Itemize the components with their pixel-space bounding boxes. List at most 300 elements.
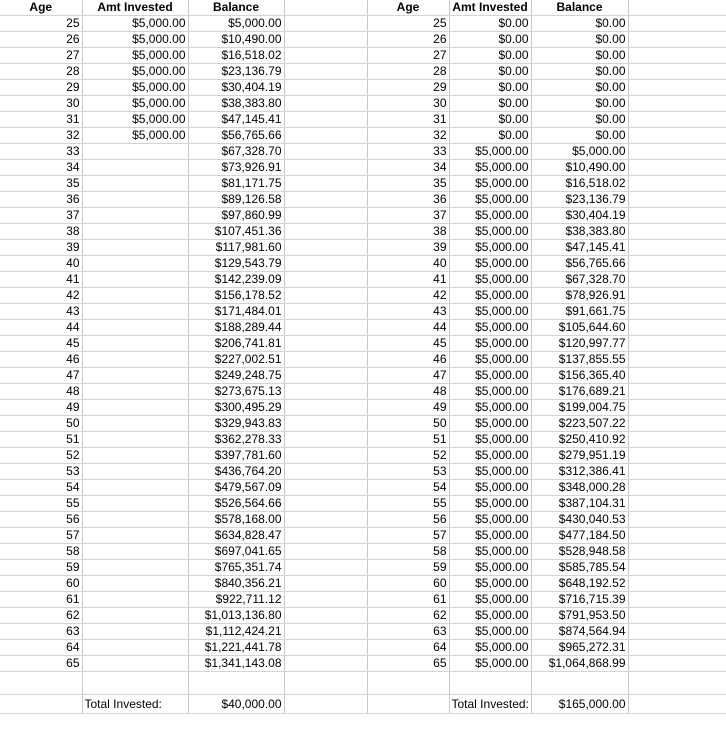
amt-invested-cell[interactable]: $5,000.00 xyxy=(449,544,531,560)
age-cell[interactable]: 34 xyxy=(367,160,449,176)
balance-cell[interactable]: $107,451.36 xyxy=(188,224,284,240)
balance-cell[interactable]: $362,278.33 xyxy=(188,432,284,448)
empty-cell[interactable] xyxy=(628,240,726,256)
amt-invested-cell[interactable]: $5,000.00 xyxy=(449,368,531,384)
amt-invested-cell[interactable]: $5,000.00 xyxy=(449,352,531,368)
age-cell[interactable]: 38 xyxy=(0,224,82,240)
balance-cell[interactable]: $47,145.41 xyxy=(188,112,284,128)
age-cell[interactable]: 44 xyxy=(0,320,82,336)
empty-cell[interactable] xyxy=(284,672,367,695)
amt-invested-header-cell[interactable]: Amt Invested xyxy=(82,0,188,16)
age-cell[interactable]: 53 xyxy=(367,464,449,480)
age-cell[interactable]: 33 xyxy=(0,144,82,160)
balance-cell[interactable]: $199,004.75 xyxy=(531,400,628,416)
balance-cell[interactable]: $634,828.47 xyxy=(188,528,284,544)
balance-cell[interactable]: $56,765.66 xyxy=(531,256,628,272)
age-cell[interactable]: 25 xyxy=(367,16,449,32)
amt-invested-cell[interactable]: $5,000.00 xyxy=(449,512,531,528)
empty-cell[interactable] xyxy=(628,304,726,320)
amt-invested-cell[interactable] xyxy=(82,544,188,560)
amt-invested-cell[interactable]: $5,000.00 xyxy=(449,176,531,192)
balance-cell[interactable]: $5,000.00 xyxy=(531,144,628,160)
age-cell[interactable]: 31 xyxy=(367,112,449,128)
empty-cell[interactable] xyxy=(284,544,367,560)
age-cell[interactable]: 55 xyxy=(0,496,82,512)
balance-cell[interactable]: $648,192.52 xyxy=(531,576,628,592)
balance-cell[interactable]: $23,136.79 xyxy=(188,64,284,80)
age-cell[interactable]: 26 xyxy=(0,32,82,48)
empty-cell[interactable] xyxy=(284,0,367,16)
age-cell[interactable]: 45 xyxy=(0,336,82,352)
empty-cell[interactable] xyxy=(628,80,726,96)
empty-cell[interactable] xyxy=(284,160,367,176)
age-cell[interactable]: 59 xyxy=(0,560,82,576)
total-invested-label[interactable]: Total Invested: xyxy=(449,695,531,714)
age-cell[interactable]: 63 xyxy=(367,624,449,640)
empty-cell[interactable] xyxy=(284,512,367,528)
amt-invested-cell[interactable] xyxy=(82,416,188,432)
empty-cell[interactable] xyxy=(284,560,367,576)
balance-cell[interactable]: $78,926.91 xyxy=(531,288,628,304)
age-cell[interactable]: 35 xyxy=(367,176,449,192)
balance-header-cell[interactable]: Balance xyxy=(531,0,628,16)
empty-cell[interactable] xyxy=(628,160,726,176)
empty-cell[interactable] xyxy=(284,224,367,240)
balance-cell[interactable]: $1,064,868.99 xyxy=(531,656,628,672)
empty-cell[interactable] xyxy=(284,400,367,416)
age-cell[interactable]: 36 xyxy=(367,192,449,208)
empty-cell[interactable] xyxy=(628,320,726,336)
age-cell[interactable]: 46 xyxy=(0,352,82,368)
empty-cell[interactable] xyxy=(628,288,726,304)
balance-cell[interactable]: $47,145.41 xyxy=(531,240,628,256)
amt-invested-cell[interactable] xyxy=(82,240,188,256)
empty-cell[interactable] xyxy=(628,464,726,480)
age-cell[interactable]: 63 xyxy=(0,624,82,640)
balance-cell[interactable]: $5,000.00 xyxy=(188,16,284,32)
amt-invested-cell[interactable] xyxy=(82,208,188,224)
empty-cell[interactable] xyxy=(284,432,367,448)
age-cell[interactable]: 35 xyxy=(0,176,82,192)
amt-invested-cell[interactable]: $5,000.00 xyxy=(449,448,531,464)
amt-invested-cell[interactable]: $5,000.00 xyxy=(449,256,531,272)
balance-cell[interactable]: $0.00 xyxy=(531,16,628,32)
amt-invested-cell[interactable]: $0.00 xyxy=(449,64,531,80)
empty-cell[interactable] xyxy=(0,672,82,695)
empty-cell[interactable] xyxy=(284,48,367,64)
amt-invested-cell[interactable]: $5,000.00 xyxy=(449,464,531,480)
empty-cell[interactable] xyxy=(284,608,367,624)
age-cell[interactable]: 58 xyxy=(367,544,449,560)
balance-cell[interactable]: $0.00 xyxy=(531,48,628,64)
balance-cell[interactable]: $329,943.83 xyxy=(188,416,284,432)
empty-cell[interactable] xyxy=(284,496,367,512)
age-cell[interactable]: 62 xyxy=(367,608,449,624)
balance-cell[interactable]: $73,926.91 xyxy=(188,160,284,176)
balance-cell[interactable]: $791,953.50 xyxy=(531,608,628,624)
amt-invested-cell[interactable]: $5,000.00 xyxy=(82,112,188,128)
empty-cell[interactable] xyxy=(628,368,726,384)
amt-invested-cell[interactable] xyxy=(82,480,188,496)
empty-cell[interactable] xyxy=(628,528,726,544)
amt-invested-cell[interactable]: $5,000.00 xyxy=(449,384,531,400)
amt-invested-cell[interactable]: $0.00 xyxy=(449,128,531,144)
empty-cell[interactable] xyxy=(284,112,367,128)
empty-cell[interactable] xyxy=(628,544,726,560)
balance-cell[interactable]: $765,351.74 xyxy=(188,560,284,576)
amt-invested-cell[interactable] xyxy=(82,448,188,464)
balance-cell[interactable]: $16,518.02 xyxy=(188,48,284,64)
empty-cell[interactable] xyxy=(628,128,726,144)
empty-cell[interactable] xyxy=(284,384,367,400)
empty-cell[interactable] xyxy=(628,272,726,288)
amt-invested-cell[interactable]: $5,000.00 xyxy=(449,432,531,448)
age-cell[interactable]: 64 xyxy=(0,640,82,656)
age-cell[interactable]: 46 xyxy=(367,352,449,368)
age-cell[interactable]: 48 xyxy=(367,384,449,400)
empty-cell[interactable] xyxy=(0,695,82,714)
amt-invested-cell[interactable]: $5,000.00 xyxy=(449,624,531,640)
age-cell[interactable]: 44 xyxy=(367,320,449,336)
amt-invested-cell[interactable]: $5,000.00 xyxy=(449,160,531,176)
empty-cell[interactable] xyxy=(284,128,367,144)
empty-cell[interactable] xyxy=(284,640,367,656)
empty-cell[interactable] xyxy=(284,336,367,352)
balance-cell[interactable]: $0.00 xyxy=(531,80,628,96)
amt-invested-cell[interactable]: $5,000.00 xyxy=(449,480,531,496)
empty-cell[interactable] xyxy=(628,576,726,592)
balance-cell[interactable]: $585,785.54 xyxy=(531,560,628,576)
age-cell[interactable]: 28 xyxy=(0,64,82,80)
age-cell[interactable]: 30 xyxy=(367,96,449,112)
balance-cell[interactable]: $38,383.80 xyxy=(531,224,628,240)
amt-invested-cell[interactable] xyxy=(82,256,188,272)
age-cell[interactable]: 42 xyxy=(0,288,82,304)
balance-cell[interactable]: $120,997.77 xyxy=(531,336,628,352)
age-cell[interactable]: 54 xyxy=(367,480,449,496)
balance-cell[interactable]: $697,041.65 xyxy=(188,544,284,560)
age-cell[interactable]: 31 xyxy=(0,112,82,128)
amt-invested-cell[interactable]: $0.00 xyxy=(449,80,531,96)
balance-cell[interactable]: $716,715.39 xyxy=(531,592,628,608)
amt-invested-cell[interactable]: $5,000.00 xyxy=(449,304,531,320)
amt-invested-cell[interactable]: $5,000.00 xyxy=(449,320,531,336)
empty-cell[interactable] xyxy=(628,624,726,640)
empty-cell[interactable] xyxy=(628,256,726,272)
balance-cell[interactable]: $436,764.20 xyxy=(188,464,284,480)
amt-invested-cell[interactable] xyxy=(82,560,188,576)
age-cell[interactable]: 56 xyxy=(0,512,82,528)
balance-cell[interactable]: $0.00 xyxy=(531,128,628,144)
age-cell[interactable]: 39 xyxy=(0,240,82,256)
empty-cell[interactable] xyxy=(628,640,726,656)
balance-cell[interactable]: $23,136.79 xyxy=(531,192,628,208)
empty-cell[interactable] xyxy=(284,624,367,640)
empty-cell[interactable] xyxy=(284,96,367,112)
amt-invested-cell[interactable] xyxy=(82,176,188,192)
empty-cell[interactable] xyxy=(284,64,367,80)
empty-cell[interactable] xyxy=(628,695,726,714)
empty-cell[interactable] xyxy=(284,288,367,304)
balance-cell[interactable]: $67,328.70 xyxy=(531,272,628,288)
amt-invested-cell[interactable] xyxy=(82,352,188,368)
empty-cell[interactable] xyxy=(628,672,726,695)
empty-cell[interactable] xyxy=(628,496,726,512)
amt-invested-header-cell[interactable]: Amt Invested xyxy=(449,0,531,16)
total-invested-value[interactable]: $40,000.00 xyxy=(188,695,284,714)
age-cell[interactable]: 49 xyxy=(367,400,449,416)
age-cell[interactable]: 61 xyxy=(0,592,82,608)
balance-cell[interactable]: $171,484.01 xyxy=(188,304,284,320)
amt-invested-cell[interactable]: $0.00 xyxy=(449,32,531,48)
age-cell[interactable]: 39 xyxy=(367,240,449,256)
empty-cell[interactable] xyxy=(284,80,367,96)
empty-cell[interactable] xyxy=(628,352,726,368)
age-header-cell[interactable]: Age xyxy=(0,0,82,16)
age-cell[interactable]: 49 xyxy=(0,400,82,416)
balance-cell[interactable]: $89,126.58 xyxy=(188,192,284,208)
age-cell[interactable]: 29 xyxy=(367,80,449,96)
empty-cell[interactable] xyxy=(628,112,726,128)
empty-cell[interactable] xyxy=(284,176,367,192)
empty-cell[interactable] xyxy=(284,16,367,32)
empty-cell[interactable] xyxy=(628,656,726,672)
empty-cell[interactable] xyxy=(188,672,284,695)
amt-invested-cell[interactable]: $5,000.00 xyxy=(449,240,531,256)
balance-cell[interactable]: $38,383.80 xyxy=(188,96,284,112)
empty-cell[interactable] xyxy=(284,192,367,208)
age-cell[interactable]: 47 xyxy=(367,368,449,384)
empty-cell[interactable] xyxy=(628,432,726,448)
empty-cell[interactable] xyxy=(628,64,726,80)
empty-cell[interactable] xyxy=(531,672,628,695)
age-cell[interactable]: 62 xyxy=(0,608,82,624)
amt-invested-cell[interactable] xyxy=(82,320,188,336)
amt-invested-cell[interactable] xyxy=(82,144,188,160)
empty-cell[interactable] xyxy=(628,96,726,112)
empty-cell[interactable] xyxy=(628,48,726,64)
balance-cell[interactable]: $249,248.75 xyxy=(188,368,284,384)
amt-invested-cell[interactable] xyxy=(82,496,188,512)
empty-cell[interactable] xyxy=(628,192,726,208)
empty-cell[interactable] xyxy=(628,224,726,240)
amt-invested-cell[interactable]: $5,000.00 xyxy=(449,656,531,672)
balance-cell[interactable]: $477,184.50 xyxy=(531,528,628,544)
age-cell[interactable]: 65 xyxy=(367,656,449,672)
balance-cell[interactable]: $874,564.94 xyxy=(531,624,628,640)
age-cell[interactable]: 52 xyxy=(0,448,82,464)
age-cell[interactable]: 43 xyxy=(367,304,449,320)
amt-invested-cell[interactable]: $0.00 xyxy=(449,48,531,64)
age-header-cell[interactable]: Age xyxy=(367,0,449,16)
age-cell[interactable]: 27 xyxy=(0,48,82,64)
balance-cell[interactable]: $273,675.13 xyxy=(188,384,284,400)
empty-cell[interactable] xyxy=(628,176,726,192)
amt-invested-cell[interactable]: $5,000.00 xyxy=(82,16,188,32)
age-cell[interactable]: 47 xyxy=(0,368,82,384)
age-cell[interactable]: 40 xyxy=(0,256,82,272)
balance-cell[interactable]: $348,000.28 xyxy=(531,480,628,496)
amt-invested-cell[interactable]: $5,000.00 xyxy=(82,64,188,80)
balance-cell[interactable]: $16,518.02 xyxy=(531,176,628,192)
amt-invested-cell[interactable] xyxy=(82,512,188,528)
balance-cell[interactable]: $105,644.60 xyxy=(531,320,628,336)
empty-cell[interactable] xyxy=(284,592,367,608)
balance-cell[interactable]: $227,002.51 xyxy=(188,352,284,368)
amt-invested-cell[interactable] xyxy=(82,464,188,480)
amt-invested-cell[interactable]: $5,000.00 xyxy=(449,272,531,288)
empty-cell[interactable] xyxy=(284,352,367,368)
balance-cell[interactable]: $81,171.75 xyxy=(188,176,284,192)
balance-cell[interactable]: $117,981.60 xyxy=(188,240,284,256)
age-cell[interactable]: 58 xyxy=(0,544,82,560)
age-cell[interactable]: 45 xyxy=(367,336,449,352)
amt-invested-cell[interactable] xyxy=(82,304,188,320)
balance-cell[interactable]: $30,404.19 xyxy=(188,80,284,96)
empty-cell[interactable] xyxy=(628,512,726,528)
balance-cell[interactable]: $156,365.40 xyxy=(531,368,628,384)
empty-cell[interactable] xyxy=(284,416,367,432)
empty-cell[interactable] xyxy=(284,256,367,272)
empty-cell[interactable] xyxy=(628,32,726,48)
amt-invested-cell[interactable]: $0.00 xyxy=(449,16,531,32)
amt-invested-cell[interactable] xyxy=(82,384,188,400)
balance-cell[interactable]: $1,341,143.08 xyxy=(188,656,284,672)
age-cell[interactable]: 51 xyxy=(0,432,82,448)
age-cell[interactable]: 61 xyxy=(367,592,449,608)
balance-cell[interactable]: $300,495.29 xyxy=(188,400,284,416)
empty-cell[interactable] xyxy=(284,576,367,592)
empty-cell[interactable] xyxy=(284,240,367,256)
balance-cell[interactable]: $1,112,424.21 xyxy=(188,624,284,640)
balance-cell[interactable]: $156,178.52 xyxy=(188,288,284,304)
empty-cell[interactable] xyxy=(284,464,367,480)
age-cell[interactable]: 33 xyxy=(367,144,449,160)
amt-invested-cell[interactable] xyxy=(82,624,188,640)
balance-cell[interactable]: $526,564.66 xyxy=(188,496,284,512)
amt-invested-cell[interactable] xyxy=(82,192,188,208)
empty-cell[interactable] xyxy=(284,32,367,48)
balance-cell[interactable]: $479,567.09 xyxy=(188,480,284,496)
age-cell[interactable]: 57 xyxy=(0,528,82,544)
age-cell[interactable]: 37 xyxy=(0,208,82,224)
age-cell[interactable]: 64 xyxy=(367,640,449,656)
amt-invested-cell[interactable]: $5,000.00 xyxy=(449,208,531,224)
amt-invested-cell[interactable]: $5,000.00 xyxy=(449,400,531,416)
amt-invested-cell[interactable]: $0.00 xyxy=(449,112,531,128)
empty-cell[interactable] xyxy=(628,592,726,608)
empty-cell[interactable] xyxy=(284,368,367,384)
empty-cell[interactable] xyxy=(284,480,367,496)
amt-invested-cell[interactable] xyxy=(82,288,188,304)
balance-cell[interactable]: $56,765.66 xyxy=(188,128,284,144)
empty-cell[interactable] xyxy=(284,528,367,544)
amt-invested-cell[interactable] xyxy=(82,368,188,384)
amt-invested-cell[interactable] xyxy=(82,640,188,656)
amt-invested-cell[interactable]: $5,000.00 xyxy=(82,96,188,112)
amt-invested-cell[interactable]: $5,000.00 xyxy=(449,576,531,592)
empty-cell[interactable] xyxy=(628,16,726,32)
balance-cell[interactable]: $279,951.19 xyxy=(531,448,628,464)
balance-cell[interactable]: $528,948.58 xyxy=(531,544,628,560)
empty-cell[interactable] xyxy=(284,448,367,464)
empty-cell[interactable] xyxy=(284,695,367,714)
age-cell[interactable]: 57 xyxy=(367,528,449,544)
amt-invested-cell[interactable] xyxy=(82,656,188,672)
balance-cell[interactable]: $188,289.44 xyxy=(188,320,284,336)
empty-cell[interactable] xyxy=(284,656,367,672)
age-cell[interactable]: 56 xyxy=(367,512,449,528)
age-cell[interactable]: 25 xyxy=(0,16,82,32)
amt-invested-cell[interactable] xyxy=(82,528,188,544)
age-cell[interactable]: 26 xyxy=(367,32,449,48)
empty-cell[interactable] xyxy=(628,144,726,160)
amt-invested-cell[interactable] xyxy=(82,336,188,352)
age-cell[interactable]: 41 xyxy=(367,272,449,288)
balance-cell[interactable]: $1,221,441.78 xyxy=(188,640,284,656)
amt-invested-cell[interactable]: $5,000.00 xyxy=(449,192,531,208)
empty-cell[interactable] xyxy=(367,672,449,695)
balance-cell[interactable]: $129,543.79 xyxy=(188,256,284,272)
empty-cell[interactable] xyxy=(628,608,726,624)
balance-cell[interactable]: $250,410.92 xyxy=(531,432,628,448)
amt-invested-cell[interactable] xyxy=(82,432,188,448)
empty-cell[interactable] xyxy=(628,336,726,352)
age-cell[interactable]: 37 xyxy=(367,208,449,224)
empty-cell[interactable] xyxy=(628,416,726,432)
amt-invested-cell[interactable]: $5,000.00 xyxy=(82,32,188,48)
empty-cell[interactable] xyxy=(628,400,726,416)
balance-cell[interactable]: $176,689.21 xyxy=(531,384,628,400)
amt-invested-cell[interactable]: $5,000.00 xyxy=(449,608,531,624)
balance-cell[interactable]: $206,741.81 xyxy=(188,336,284,352)
age-cell[interactable]: 50 xyxy=(0,416,82,432)
age-cell[interactable]: 32 xyxy=(0,128,82,144)
balance-header-cell[interactable]: Balance xyxy=(188,0,284,16)
balance-cell[interactable]: $0.00 xyxy=(531,96,628,112)
age-cell[interactable]: 36 xyxy=(0,192,82,208)
balance-cell[interactable]: $430,040.53 xyxy=(531,512,628,528)
empty-cell[interactable] xyxy=(82,672,188,695)
empty-cell[interactable] xyxy=(628,0,726,16)
balance-cell[interactable]: $578,168.00 xyxy=(188,512,284,528)
balance-cell[interactable]: $30,404.19 xyxy=(531,208,628,224)
age-cell[interactable]: 43 xyxy=(0,304,82,320)
age-cell[interactable]: 32 xyxy=(367,128,449,144)
empty-cell[interactable] xyxy=(284,208,367,224)
total-invested-label[interactable]: Total Invested: xyxy=(82,695,188,714)
amt-invested-cell[interactable] xyxy=(82,608,188,624)
amt-invested-cell[interactable]: $5,000.00 xyxy=(82,80,188,96)
amt-invested-cell[interactable]: $5,000.00 xyxy=(82,128,188,144)
balance-cell[interactable]: $67,328.70 xyxy=(188,144,284,160)
balance-cell[interactable]: $223,507.22 xyxy=(531,416,628,432)
empty-cell[interactable] xyxy=(367,695,449,714)
age-cell[interactable]: 50 xyxy=(367,416,449,432)
amt-invested-cell[interactable]: $5,000.00 xyxy=(449,640,531,656)
empty-cell[interactable] xyxy=(284,272,367,288)
amt-invested-cell[interactable]: $5,000.00 xyxy=(449,416,531,432)
age-cell[interactable]: 42 xyxy=(367,288,449,304)
balance-cell[interactable]: $312,386.41 xyxy=(531,464,628,480)
age-cell[interactable]: 41 xyxy=(0,272,82,288)
age-cell[interactable]: 52 xyxy=(367,448,449,464)
amt-invested-cell[interactable]: $0.00 xyxy=(449,96,531,112)
balance-cell[interactable]: $97,860.99 xyxy=(188,208,284,224)
age-cell[interactable]: 60 xyxy=(0,576,82,592)
age-cell[interactable]: 30 xyxy=(0,96,82,112)
age-cell[interactable]: 34 xyxy=(0,160,82,176)
